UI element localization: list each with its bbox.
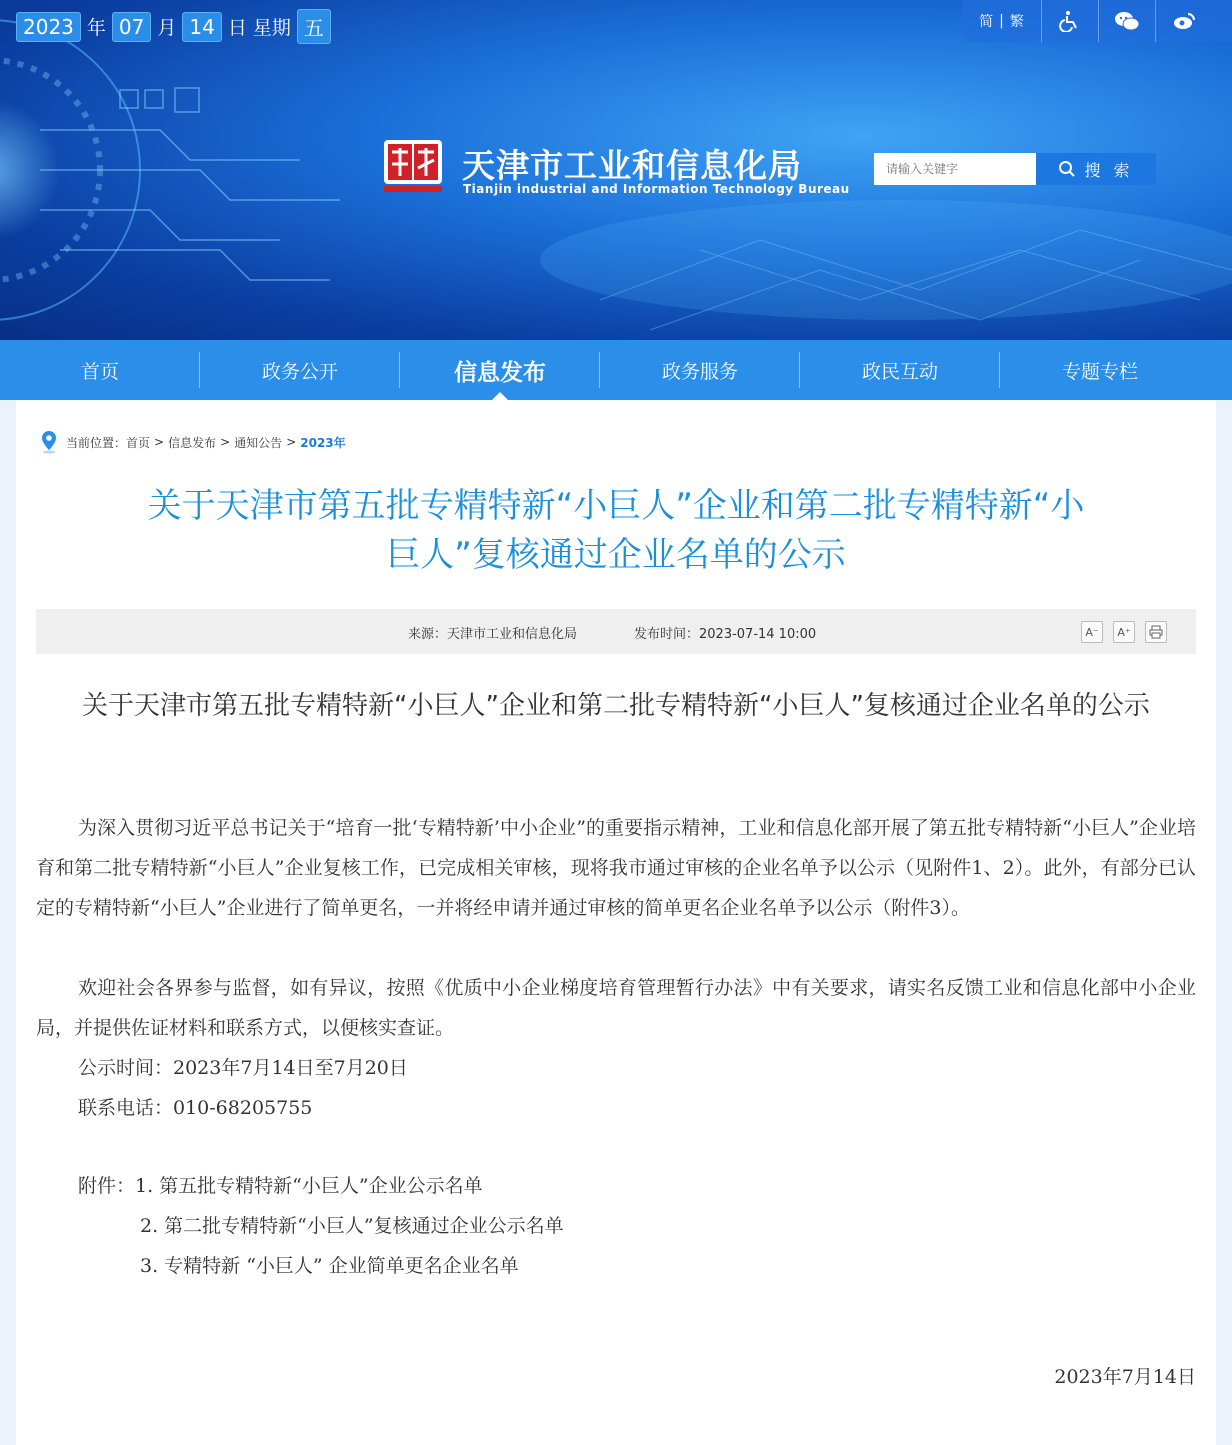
search-input[interactable] [874, 153, 1036, 185]
breadcrumb-separator: > [220, 435, 231, 449]
main-nav [0, 340, 1232, 400]
wechat-icon [1114, 10, 1140, 32]
attachment-link-2[interactable]: 2. 第二批专精特新“小巨人”复核通过企业公示名单 [140, 1215, 564, 1237]
nav-item-government-services[interactable]: 政务服务 [600, 340, 800, 400]
date-weekday: 五 [297, 9, 331, 44]
breadcrumb-notices[interactable]: 通知公告 [234, 435, 283, 450]
accessibility-button[interactable] [1042, 0, 1099, 42]
body-paragraph-1: 为深入贯彻习近平总书记关于“培育一批‘专精特新’中小企业”的重要指示精神，工业和信息化部开展了第五批专精特新“小巨人”企业培育和第二批专精特新“小巨人”企业复核工作，已完成相关审核，现将我市通过审核的企业名单予以公示（见附件1、2）。此外，有部分已认定的专精特新“小巨人”企业进行了简单更名，一并将经申请并通过审核的简单更名企业名单予以公示（附件3）。 [36, 817, 1196, 919]
date-week-label: 星期 [252, 17, 291, 39]
body-paragraph-2: 欢迎社会各界参与监督，如有异议，按照《优质中小企业梯度培育管理暂行办法》中有关要求，请实名反馈工业和信息化部中小企业局，并提供佐证材料和联系方式，以便核实查证。 [36, 977, 1196, 1039]
publicity-period: 公示时间：2023年7月14日至7月20日 [78, 1057, 408, 1079]
printer-icon [1149, 625, 1163, 639]
date-day: 14 [182, 12, 221, 42]
article-source: 来源：天津市工业和信息化局 [408, 627, 578, 642]
attachment-row-1 [78, 1166, 483, 1206]
attachment-link-1[interactable]: 1. 第五批专精特新“小巨人”企业公示名单 [135, 1175, 483, 1197]
breadcrumb-prefix: 当前位置： [66, 435, 127, 450]
language-switcher [962, 0, 1042, 42]
article-title-line-1: 关于天津市第五批专精特新“小巨人”企业和第二批专精特新“小 [147, 486, 1085, 526]
print-button[interactable] [1145, 621, 1167, 643]
site-subtitle: Tianjin industrial and Information Technology Bureau [463, 182, 850, 196]
breadcrumb [40, 430, 346, 454]
nav-item-special-topics[interactable]: 专题专栏 [1061, 360, 1138, 383]
weibo-icon [1173, 11, 1197, 31]
date-month-label: 月 [157, 17, 177, 39]
tianjin-logo [382, 138, 444, 194]
breadcrumb-separator: > [286, 435, 297, 449]
date-day-label: 日 [227, 17, 247, 39]
font-increase-button[interactable]: A⁺ [1113, 621, 1135, 643]
nav-item-government-affairs[interactable]: 政务公开 [200, 340, 400, 400]
location-pin-icon [40, 430, 58, 454]
search-icon [1058, 160, 1076, 178]
document-title: 关于天津市第五批专精特新“小巨人”企业和第二批专精特新“小巨人”复核通过企业名单的公示 [82, 691, 1150, 721]
article-meta-bar [36, 609, 1196, 654]
top-toolbar [962, 0, 1232, 42]
traditional-chinese-link[interactable]: 繁 [1009, 14, 1024, 30]
attachment-link-3[interactable]: 3. 专精特新 “小巨人” 企业简单更名企业名单 [140, 1255, 519, 1277]
date-month: 07 [112, 12, 151, 42]
contact-phone: 联系电话：010-68205755 [78, 1097, 313, 1119]
breadcrumb-info-release[interactable]: 信息发布 [168, 435, 217, 450]
article-title-line-2: 巨人”复核通过企业名单的公示 [386, 535, 846, 575]
nav-item-home[interactable]: 首页 [0, 340, 200, 400]
simplified-chinese-link[interactable]: 简 [979, 14, 994, 30]
search-button[interactable] [1036, 153, 1156, 185]
article-container [16, 400, 1216, 1445]
language-separator: | [999, 13, 1004, 29]
site-title: 天津市工业和信息化局 [462, 146, 802, 185]
font-decrease-button[interactable]: A⁻ [1081, 621, 1103, 643]
attachment-label: 附件： [78, 1175, 136, 1197]
breadcrumb-separator: > [154, 435, 165, 449]
weibo-button[interactable] [1156, 0, 1213, 42]
article-publish-time: 发布时间：2023-07-14 10:00 [634, 627, 817, 642]
date-display [16, 9, 331, 44]
search-button-label: 搜 索 [1084, 160, 1134, 180]
wechat-button[interactable] [1099, 0, 1156, 42]
date-year-label: 年 [86, 17, 106, 39]
nav-item-interaction[interactable]: 政民互动 [800, 340, 1000, 400]
article-title [36, 482, 1196, 580]
breadcrumb-home[interactable]: 首页 [126, 435, 151, 450]
wheelchair-icon [1059, 10, 1081, 32]
signature-date: 2023年7月14日 [1054, 1366, 1196, 1388]
date-year: 2023 [16, 12, 81, 42]
nav-item-information-release[interactable]: 信息发布 [400, 340, 600, 400]
breadcrumb-current[interactable]: 2023年 [300, 435, 346, 450]
header-banner [0, 0, 1232, 340]
